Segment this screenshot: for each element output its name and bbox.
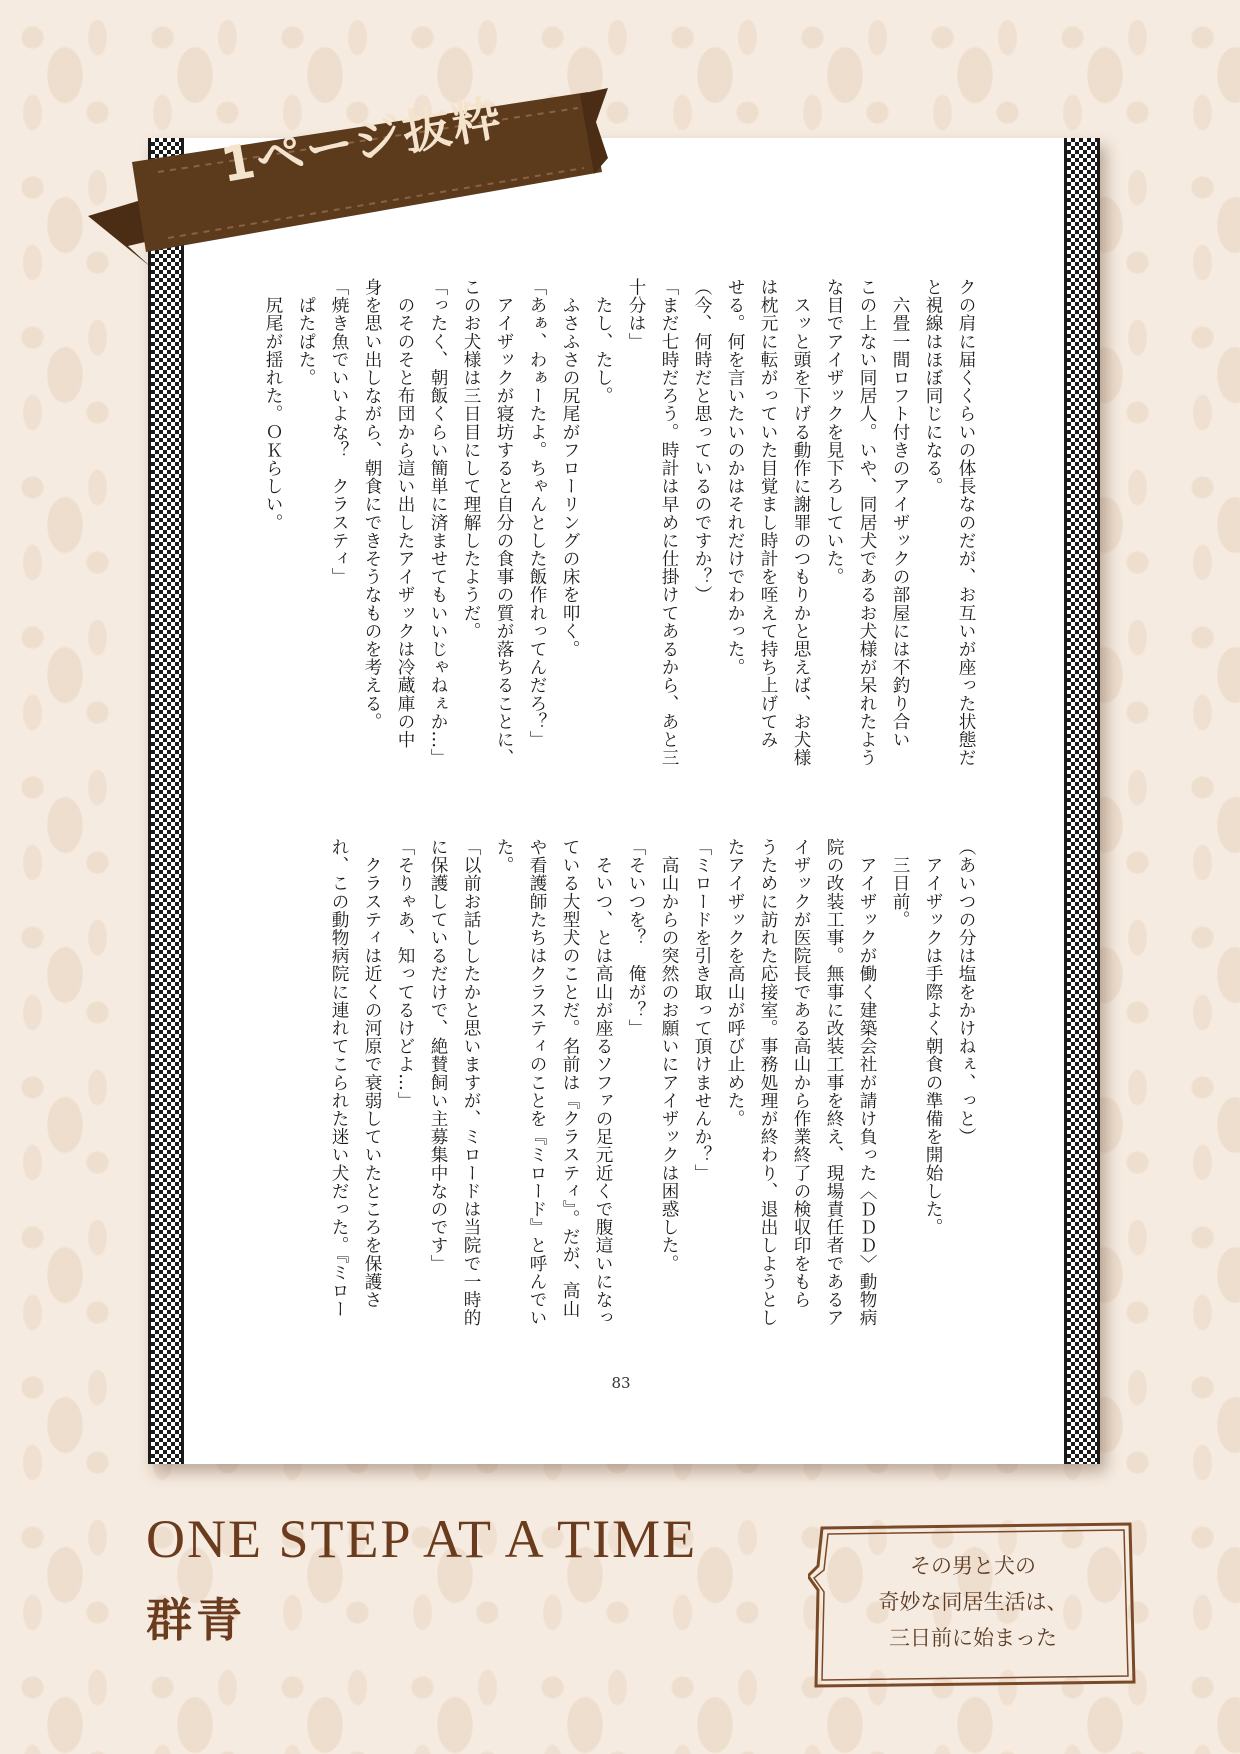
excerpt-lower-line: イザックが医院長である高山から作業終了の検収印をもら [791,838,811,1309]
excerpt-lower-line: 「以前お話ししたかと思いますが、ミロードは当院で一時的 [461,838,481,1327]
excerpt-lower-line: そいつ、とは高山が座るソファの足元近くで腹這いになっ [593,838,613,1327]
excerpt-upper-line: と視線はほぼ同じになる。 [923,278,943,496]
excerpt-upper-line: （今、何時だと思っているのですか？） [692,278,712,604]
excerpt-lower-line: （あいつの分は塩をかけねぇ、っと） [956,838,976,1146]
excerpt-lower-line: うために訪れた応接室。事務処理が終わり、退出しようとし [758,838,778,1327]
excerpt-lower-line: アイザックが働く建築会社が請け負った〈ＤＤＤ〉動物病 [857,838,877,1327]
excerpt-upper-line: 「あぁ、わぁーたよ。ちゃんとした飯作れってんだろ？」 [527,278,547,749]
excerpt-upper-line: は枕元に転がっていた目覚まし時計を咥えて持ち上げてみ [758,278,778,749]
excerpt-upper-line: スッと頭を下げる動作に謝罪のつもりかと思えば、お犬様 [791,278,811,767]
excerpt-lower-line: たアイザックを高山が呼び止めた。 [725,838,745,1128]
excerpt-upper-line: アイザックが寝坊すると自分の食事の質が落ちることに、 [494,278,514,767]
excerpt-lower-line: クラスティは近くの河原で衰弱していたところを保護さ [362,838,382,1309]
excerpt-upper-line: 六畳一間ロフト付きのアイザックの部屋には不釣り合い [890,278,910,749]
excerpt-lower-line: た。 [494,838,514,875]
excerpt-lower-line: 「ミロードを引き取って頂けませんか？」 [692,838,712,1182]
excerpt-lower-line: アイザックは手際よく朝食の準備を開始した。 [923,838,943,1237]
excerpt-upper-line: 身を思い出しながら、朝食にできそうなものを考える。 [362,278,382,731]
excerpt-upper-line: 「ったく、朝飯くらい簡単に済ませてもいいじゃねぇか…」 [428,278,448,767]
excerpt-lower-line: 三日前。 [890,838,910,929]
excerpt-upper-line: 「まだ七時だろう。時計は早めに仕掛けてあるから、あと三 [659,278,679,767]
excerpt-lower-column [272,838,982,1360]
excerpt-upper-line: ぱたぱた。 [296,278,316,387]
excerpt-upper-line: 「焼き魚でいいよな？ クラスティ」 [329,278,349,586]
excerpt-upper-line: たし、たし。 [593,278,613,405]
excerpt-lower-line: や看護師たちはクラスティのことを『ミロード』と呼んでい [527,838,547,1327]
tagline-line-2: 奇妙な同居生活は、 [878,1590,1068,1614]
excerpt-lower-line: 院の改装工事。無事に改装工事を終え、現場責任者であるア [824,838,844,1327]
excerpt-lower-line: ている大型犬のことだ。名前は『クラスティ』。だが、高山 [560,838,580,1318]
book-title: ONE STEP AT A TIME [146,1509,698,1569]
excerpt-lower-line: れ、この動物病院に連れてこられた迷い犬だった。『ミロー [329,838,349,1318]
page-number: 83 [611,1374,631,1392]
excerpt-upper-line: 尻尾が揺れた。ＯＫらしい。 [263,278,283,532]
checkered-border-left [148,138,184,1464]
checkered-border-right [1064,138,1100,1464]
excerpt-upper-column [263,278,982,767]
excerpt-upper-line: このお犬様は三日目にして理解したようだ。 [461,278,481,640]
excerpt-lower-line: 「そりゃあ、知ってるけどよ…」 [395,838,415,1110]
tagline-text [826,1548,1120,1656]
excerpt-upper-line: な目でアイザックを見下ろしていた。 [824,278,844,586]
excerpt-lower-line: 「そいつを？ 俺が？」 [626,838,646,1038]
excerpt-upper-line: ふさふさの尻尾がフローリングの床を叩く。 [560,278,580,659]
excerpt-lower-line: 高山からの突然のお願いにアイザックは困惑した。 [659,838,679,1273]
excerpt-upper-line: 十分は」 [626,278,646,351]
tagline-line-3: 三日前に始まった [889,1626,1057,1650]
excerpt-lower-line: に保護しているだけで、絶賛飼い主募集中なのです」 [428,838,448,1273]
excerpt-upper-line: この上ない同居人。いや、同居犬であるお犬様が呆れたよう [857,278,877,767]
excerpt-upper-line: のそのそと布団から這い出したアイザックは冷蔵庫の中 [395,278,415,749]
banner-label: 1ページ抜粋 [216,89,507,194]
excerpt-upper-line: クの肩に届くくらいの体長なのだが、お互いが座った状態だ [956,278,976,767]
author-name: 群青 [146,1593,246,1647]
excerpt-upper-line: せる。何を言いたいのかはそれだけでわかった。 [725,278,745,677]
tagline-line-1: その男と犬の [910,1554,1036,1578]
